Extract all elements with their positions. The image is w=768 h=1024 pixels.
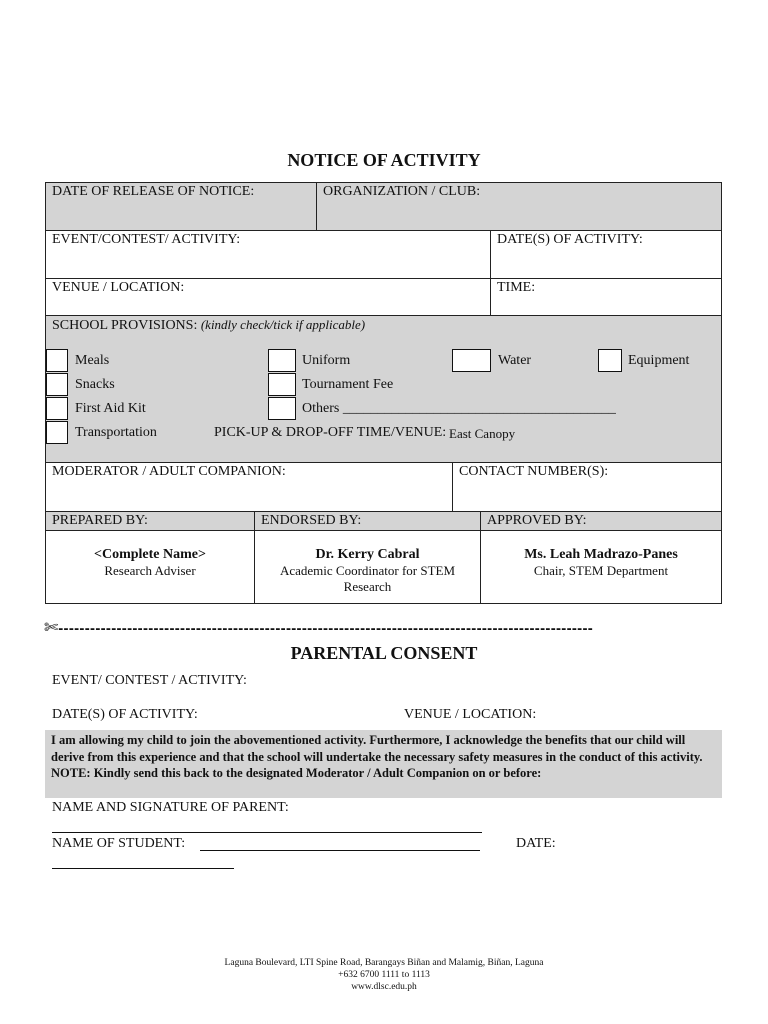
uniform-checkbox[interactable] xyxy=(268,349,296,372)
student-name-line[interactable] xyxy=(200,850,480,851)
first-aid-checkbox[interactable] xyxy=(46,397,68,420)
endorsed-by-signatory xyxy=(254,530,481,604)
consent-dates-label: DATE(S) OF ACTIVITY: xyxy=(52,707,198,722)
footer xyxy=(0,957,768,993)
moderator-cell[interactable] xyxy=(45,462,453,512)
tournament-fee-label: Tournament Fee xyxy=(302,377,394,392)
tournament-fee-checkbox[interactable] xyxy=(268,373,296,396)
event-cell[interactable] xyxy=(45,230,491,279)
pickup-dropoff-label: PICK-UP & DROP-OFF TIME/VENUE: xyxy=(214,425,447,440)
meals-label: Meals xyxy=(75,353,110,368)
date-of-release-cell[interactable] xyxy=(45,182,317,231)
prepared-by-signatory xyxy=(45,530,255,604)
contact-label: CONTACT NUMBER(S): xyxy=(459,464,609,479)
consent-event-label: EVENT/ CONTEST / ACTIVITY: xyxy=(52,673,247,688)
water-checkbox[interactable] xyxy=(452,349,491,372)
parent-name-signature-label: NAME AND SIGNATURE OF PARENT: xyxy=(52,800,289,815)
endorsed-by-header xyxy=(254,511,481,531)
uniform-label: Uniform xyxy=(302,353,351,368)
consent-venue-label: VENUE / LOCATION: xyxy=(404,707,537,722)
consent-statement-box xyxy=(45,730,722,798)
snacks-label: Snacks xyxy=(75,377,115,392)
approved-by-name: Ms. Leah Madrazo-Panes xyxy=(524,547,678,562)
consent-statement: I am allowing my child to join the abovementioned activity. Furthermore, I acknowledge the benefits that our child will derive from this experience and that the school will undertake the necessary safety measures in the conduct of this activity. xyxy=(51,733,703,764)
prepared-by-name: <Complete Name> xyxy=(94,547,206,562)
date-of-release-label: DATE OF RELEASE OF NOTICE: xyxy=(52,184,255,199)
others-label xyxy=(302,401,616,417)
event-label: EVENT/CONTEST/ ACTIVITY: xyxy=(52,232,241,247)
others-label-text: Others xyxy=(302,401,343,416)
scissors-icon: ✄ xyxy=(44,618,59,638)
endorsed-by-name: Dr. Kerry Cabral xyxy=(315,547,420,562)
others-blank-line[interactable]: _______________________________________ xyxy=(342,401,616,416)
dates-cell[interactable] xyxy=(490,230,722,279)
pickup-dropoff-value: East Canopy xyxy=(449,426,516,441)
footer-phone: +632 6700 1111 to 1113 xyxy=(338,970,430,980)
consent-title: PARENTAL CONSENT xyxy=(290,643,478,663)
moderator-label: MODERATOR / ADULT COMPANION: xyxy=(52,464,286,479)
approved-by-header xyxy=(480,511,722,531)
transportation-checkbox[interactable] xyxy=(46,421,68,444)
others-checkbox[interactable] xyxy=(268,397,296,420)
transportation-label: Transportation xyxy=(75,425,157,440)
parent-signature-line[interactable] xyxy=(52,832,482,833)
consent-date-label: DATE: xyxy=(516,836,556,851)
student-name-label: NAME OF STUDENT: xyxy=(52,836,186,851)
provisions-label xyxy=(52,317,365,334)
snacks-checkbox[interactable] xyxy=(46,373,68,396)
organization-cell[interactable] xyxy=(316,182,722,231)
endorsed-by-role: Academic Coordinator for STEM Research xyxy=(279,563,456,594)
prepared-by-header xyxy=(45,511,255,531)
footer-website: www.dlsc.edu.ph xyxy=(351,982,417,992)
meals-checkbox[interactable] xyxy=(46,349,68,372)
time-cell[interactable] xyxy=(490,278,722,316)
cut-line xyxy=(44,618,724,640)
venue-cell[interactable] xyxy=(45,278,491,316)
approved-by-signatory xyxy=(480,530,722,604)
consent-date-line[interactable] xyxy=(52,868,234,869)
prepared-by-label: PREPARED BY: xyxy=(52,513,148,528)
provisions-label-text: SCHOOL PROVISIONS: xyxy=(52,318,198,333)
venue-label: VENUE / LOCATION: xyxy=(52,280,185,295)
approved-by-label: APPROVED BY: xyxy=(487,513,587,528)
notice-title: NOTICE OF ACTIVITY xyxy=(287,150,481,170)
equipment-label: Equipment xyxy=(628,353,690,368)
prepared-by-role: Research Adviser xyxy=(104,563,196,578)
organization-label: ORGANIZATION / CLUB: xyxy=(323,184,481,199)
equipment-checkbox[interactable] xyxy=(598,349,622,372)
time-label: TIME: xyxy=(497,280,536,295)
water-label: Water xyxy=(498,353,532,368)
dates-label: DATE(S) OF ACTIVITY: xyxy=(497,232,643,247)
approved-by-role: Chair, STEM Department xyxy=(533,563,669,578)
cut-dashes: ----------------------------------------------------------------------------------------------------- xyxy=(58,620,594,637)
provisions-hint: (kindly check/tick if applicable) xyxy=(200,317,366,332)
first-aid-label: First Aid Kit xyxy=(75,401,146,416)
footer-address: Laguna Boulevard, LTI Spine Road, Barangays Biñan and Malamig, Biñan, Laguna xyxy=(224,958,544,968)
contact-cell[interactable] xyxy=(452,462,722,512)
endorsed-by-label: ENDORSED BY: xyxy=(261,513,362,528)
consent-note: NOTE: Kindly send this back to the designated Moderator / Adult Companion on or before: xyxy=(51,766,542,780)
